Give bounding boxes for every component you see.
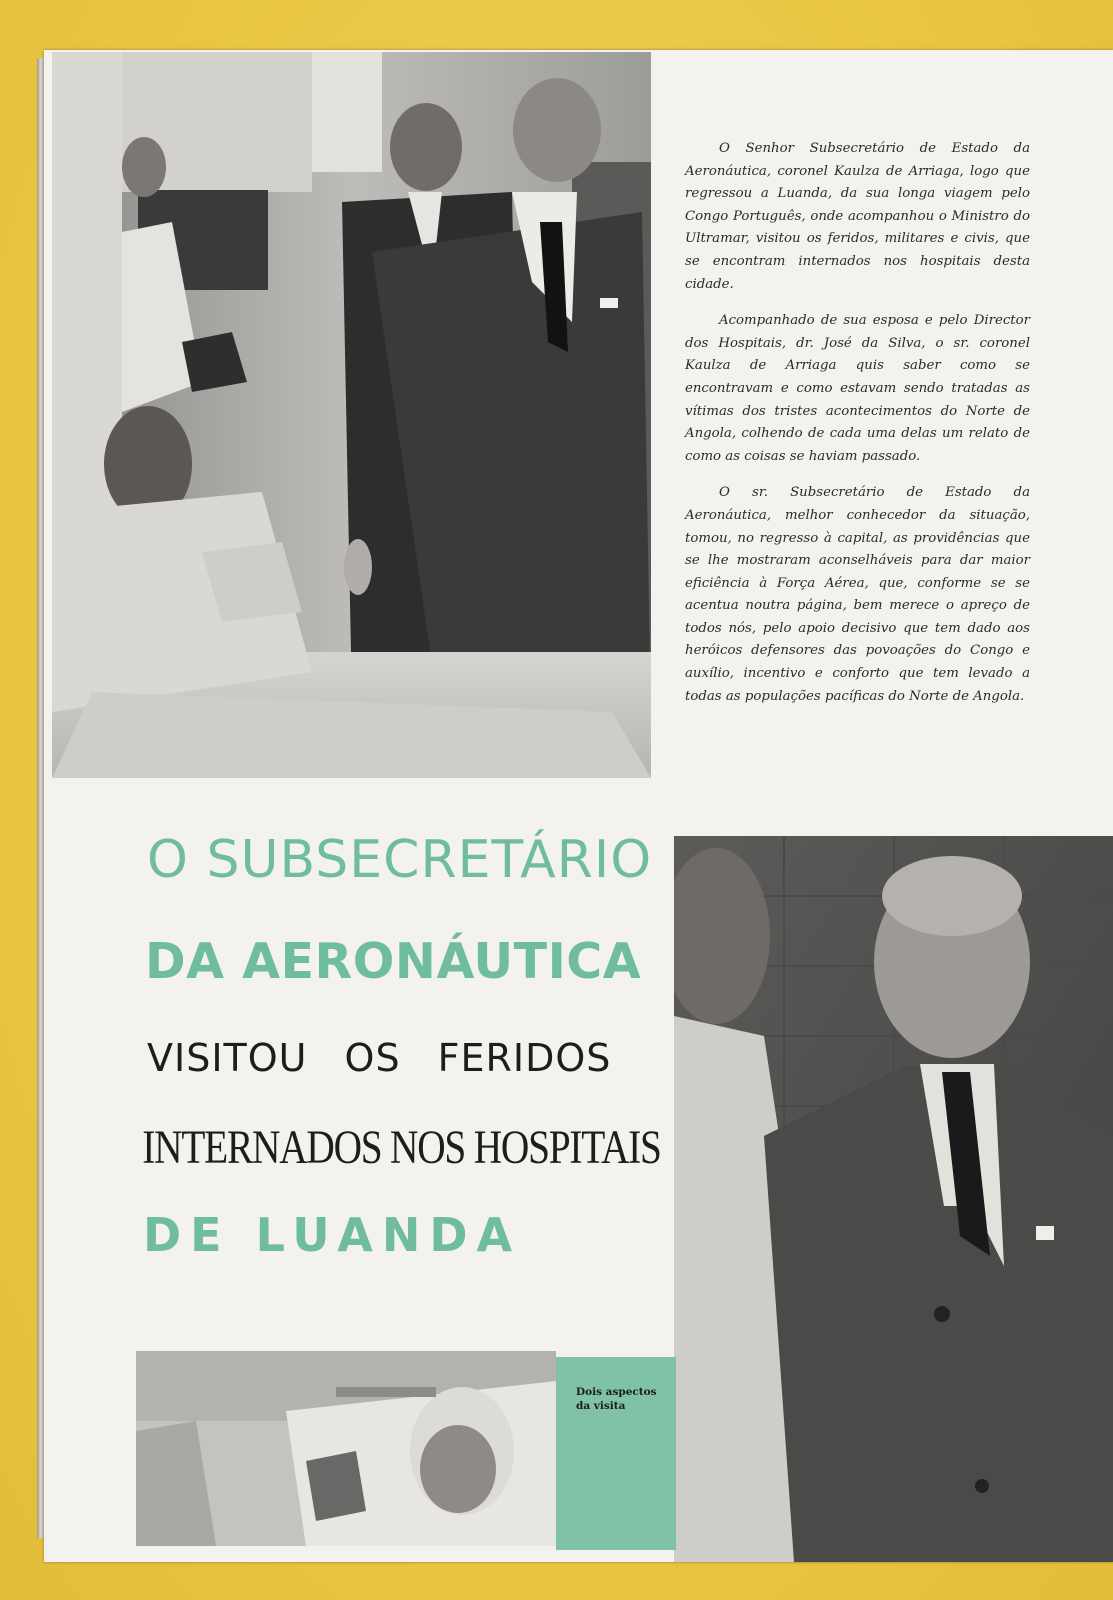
article-paragraph-1: O Senhor Subsecretário de Estado da Aeronáutica, coronel Kaulza de Arriaga, logo que regressou a Luanda, da sua longa viagem pelo Congo Português, onde acompanhou o Ministro do Ultramar, visitou os feridos, militares e civis, que se encontram internados nos hospitais desta cidade. xyxy=(685,141,1030,292)
headline-line-5: DE LUANDA xyxy=(143,1208,522,1262)
magazine-page xyxy=(44,50,1113,1562)
article-paragraph-2: Acompanhado de sua esposa e pelo Director dos Hospitais, dr. José da Silva, o sr. coronel Kaulza de Arriaga quis saber como se encontravam e como estavam sendo tratadas as vítimas dos tristes acontecimentos do Norte de Angola, colhendo de cada uma delas um relato de como as coisas se haviam passado. xyxy=(685,313,1030,464)
official-portrait-photo xyxy=(674,836,1113,1562)
article-body xyxy=(685,138,1030,722)
article-paragraph-3: O sr. Subsecretário de Estado da Aeronáutica, melhor conhecedor da situação, tomou, no regresso à capital, as providências que se lhe mostraram aconselháveis para dar maior eficiência à Força Aérea, que, conforme se se acentua noutra página, bem merece o apreço de todos nós, pelo apoio decisivo que tem dado aos heróicos defensores das povoações do Congo e auxílio, incentivo e conforto que tem levado a todas as populações pacíficas do Norte de Angola. xyxy=(685,485,1030,704)
headline-line-1: O SUBSECRETÁRIO xyxy=(147,830,653,890)
headline xyxy=(139,820,661,1278)
bandaged-patient-photo xyxy=(136,1351,556,1546)
hospital-visit-photo xyxy=(52,52,651,778)
photo-caption: Dois aspectos da visita xyxy=(576,1386,657,1412)
headline-line-4: INTERNADOS NOS HOSPITAIS xyxy=(142,1121,661,1174)
headline-line-3: VISITOU OS FERIDOS xyxy=(147,1036,612,1080)
caption-box xyxy=(556,1357,676,1550)
headline-line-2: DA AERONÁUTICA xyxy=(145,933,642,990)
